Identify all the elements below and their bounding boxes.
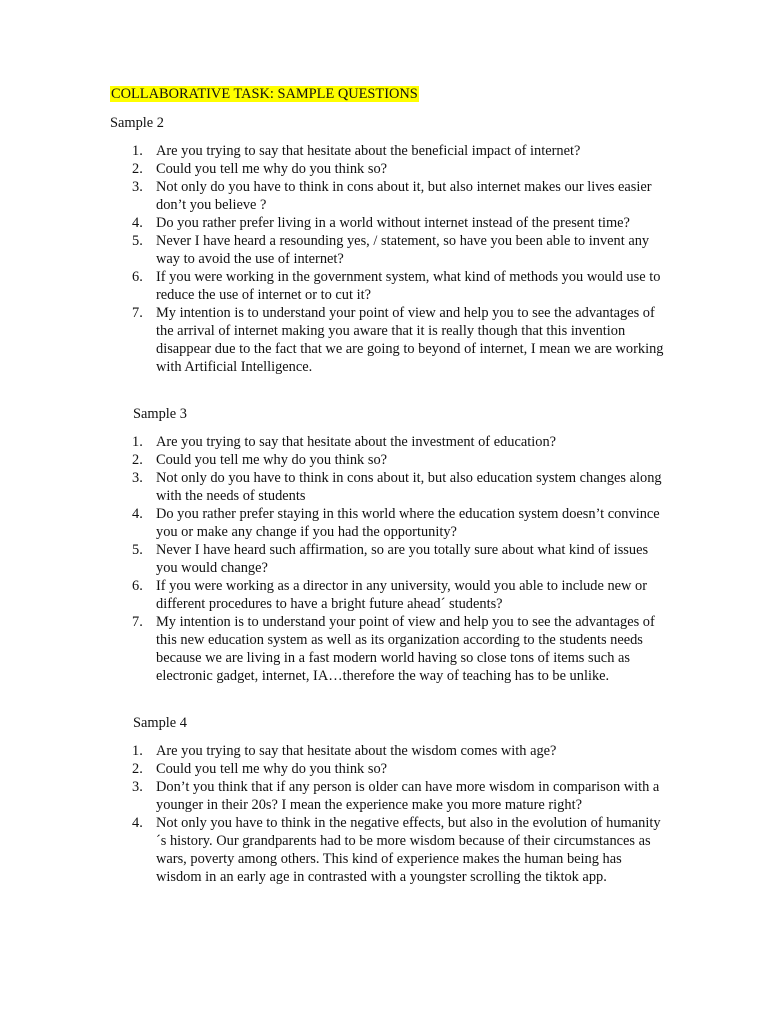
list-item: 3. Don’t you think that if any person is older can have more wisdom in comparison with a younger in their 20s? I mean the experience make you more mature right? (132, 779, 660, 813)
sample-heading: Sample 2 (110, 115, 164, 131)
list-item: 2. Could you tell me why do you think so? (132, 161, 388, 177)
list-item: 3. Not only do you have to think in cons about it, but also internet makes our lives easier don’t you believe ? (132, 179, 652, 213)
sample-heading: Sample 4 (133, 715, 187, 731)
document-title (110, 85, 419, 103)
document-title-highlight: COLLABORATIVE TASK: SAMPLE QUESTIONS (111, 86, 418, 102)
list-item: 5. Never I have heard such affirmation, so are you totally sure about what kind of issues you would change? (132, 542, 649, 576)
list-item: 2. Could you tell me why do you think so? (132, 452, 388, 468)
list-item: 5. Never I have heard a resounding yes, / statement, so have you been able to invent any way to avoid the use of internet? (132, 233, 650, 267)
list-item: 6. If you were working as a director in any university, would you able to include new or different procedures to have a bright future ahead´ students? (132, 578, 648, 612)
list-item: 1. Are you trying to say that hesitate about the beneficial impact of internet? (132, 143, 581, 159)
question-list (110, 142, 670, 376)
list-item: 1. Are you trying to say that hesitate about the wisdom comes with age? (132, 743, 557, 759)
list-item: 1. Are you trying to say that hesitate about the investment of education? (132, 434, 557, 450)
list-item: 2. Could you tell me why do you think so? (132, 761, 388, 777)
list-item: 4. Do you rather prefer living in a world without internet instead of the present time? (132, 215, 630, 231)
list-item: 6. If you were working in the government system, what kind of methods you would use to reduce the use of internet or to cut it? (132, 269, 661, 303)
question-list (110, 433, 670, 685)
list-item: 7. My intention is to understand your point of view and help you to see the advantages of the arrival of internet making you aware that it is really though that this invention disappear due to the fact that we are going to beyond of internet, I mean we are working with Artificial Intelligence. (132, 305, 664, 375)
question-list (110, 742, 670, 886)
list-item: 3. Not only do you have to think in cons about it, but also education system changes along with the needs of students (132, 470, 662, 504)
list-item: 4. Not only you have to think in the negative effects, but also in the evolution of humanity´s history. Our grandparents had to be more wisdom because of their circumstances as wars, poverty among others. This kind of experience makes the human being has wisdom in an early age in contrasted with a youngster scrolling the tiktok app. (132, 815, 661, 885)
list-item: 4. Do you rather prefer staying in this world where the education system doesn’t convince you or make any change if you had the opportunity? (132, 506, 660, 540)
list-item: 7. My intention is to understand your point of view and help you to see the advantages of this new education system as well as its organization according to the students needs because we are living in a fast modern world having so close tons of items such as electronic gadget, internet, IA…therefore the way of teaching has to be unlike. (132, 614, 655, 684)
sample-heading: Sample 3 (133, 406, 187, 422)
